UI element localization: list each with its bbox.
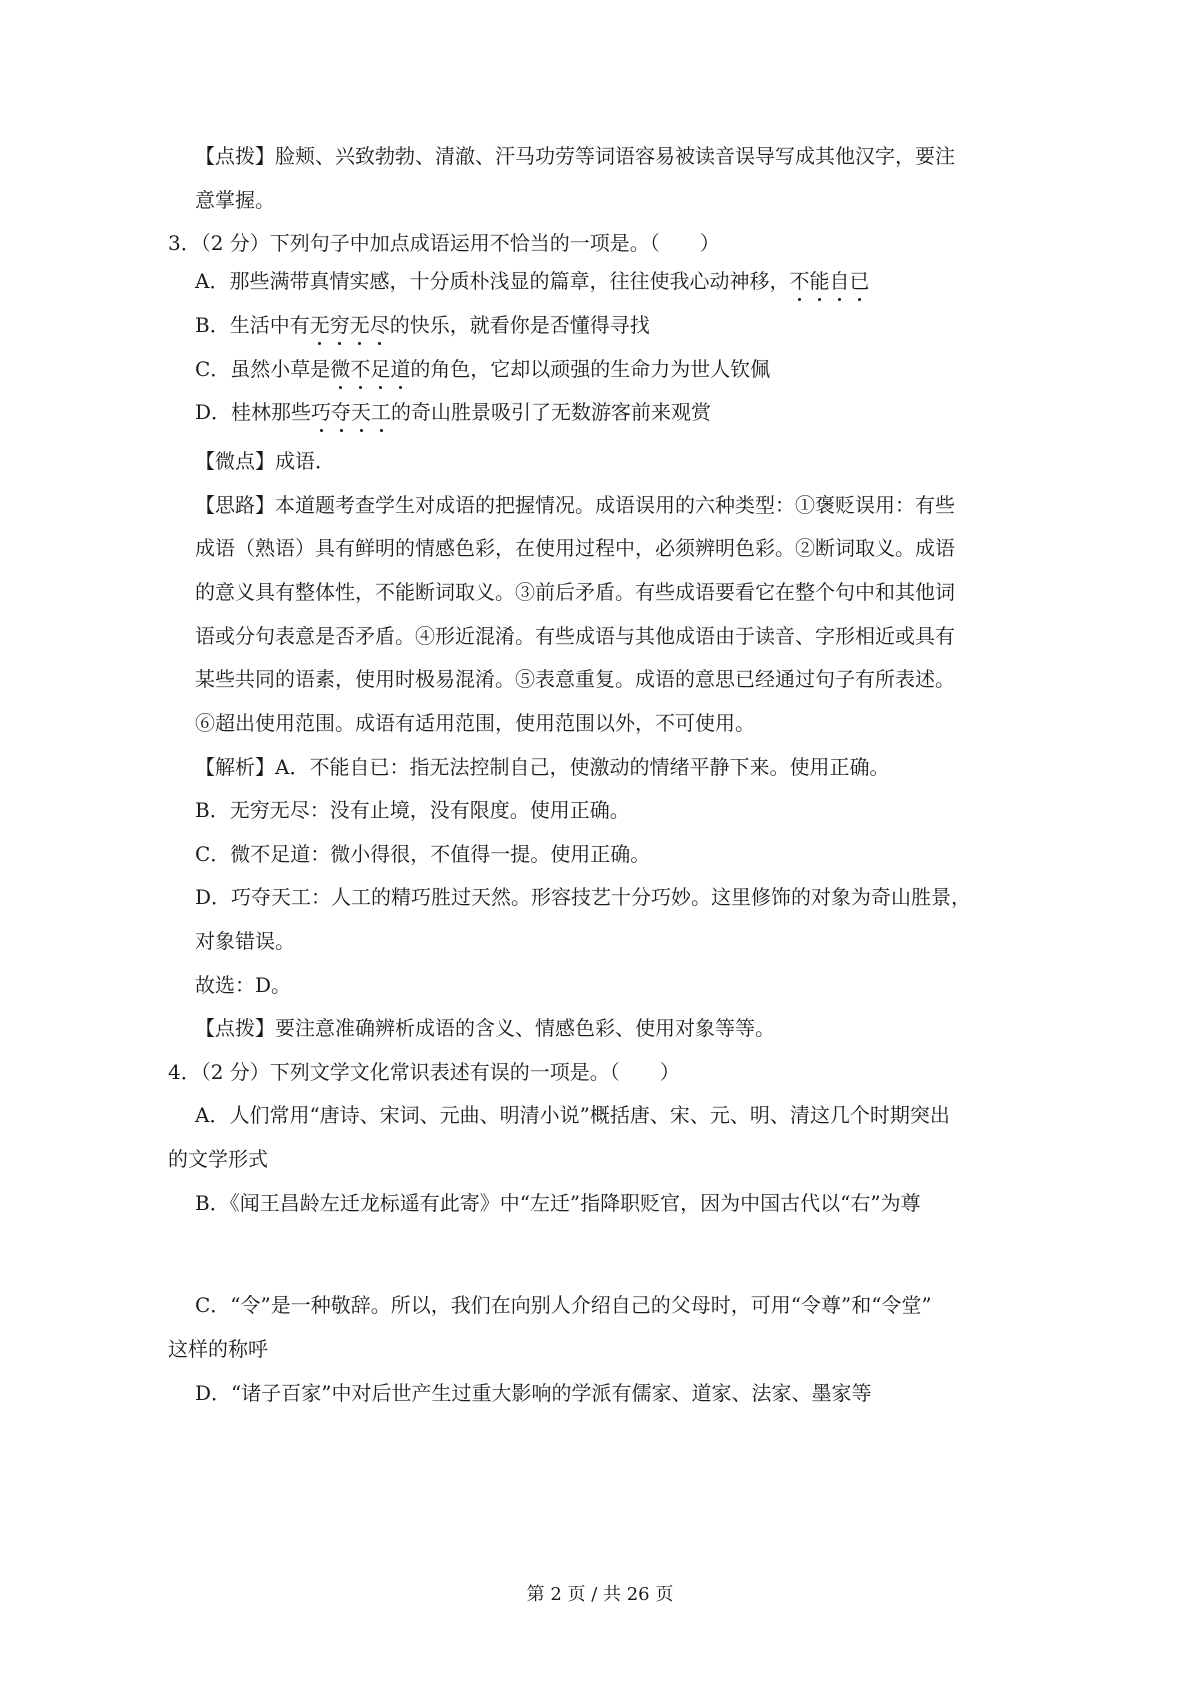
question-4-option-a-line-2: 的文学形式: [168, 1147, 268, 1171]
question-4-option-c-line-2: 这样的称呼: [168, 1337, 268, 1361]
approach-line-2: 成语（熟语）具有鲜明的情感色彩，在使用过程中，必须辨明色彩。②断词取义。成语: [195, 536, 955, 560]
option-text: 的快乐，就看你是否懂得寻找: [389, 313, 650, 337]
option-text: A．那些满带真情实感，十分质朴浅显的篇章，往往使我心动神移，: [195, 269, 790, 293]
question-4-option-d: D．“诸子百家”中对后世产生过重大影响的学派有儒家、道家、法家、墨家等: [195, 1381, 872, 1405]
approach-line-4: 语或分句表意是否矛盾。④形近混淆。有些成语与其他成语由于读音、字形相近或具有: [195, 624, 955, 648]
approach-line-3: 的意义具有整体性，不能断词取义。③前后矛盾。有些成语要看它在整个句中和其他词: [195, 580, 955, 604]
question-3-option-c: [195, 354, 770, 384]
dotted-char: 微: [330, 354, 350, 384]
micro-point: 【微点】成语．: [195, 449, 335, 473]
tip-line-3: 【点拨】要注意准确辨析成语的含义、情感色彩、使用对象等等。: [195, 1016, 775, 1040]
dotted-char: 已: [849, 266, 869, 296]
option-text: C．虽然小草是: [195, 357, 331, 381]
analysis-line-2: B．无穷无尽：没有止境，没有限度。使用正确。: [195, 798, 630, 822]
dotted-char: 不: [789, 266, 809, 296]
question-3-stem: 3．（2 分）下列句子中加点成语运用不恰当的一项是。（ ）: [168, 231, 720, 255]
analysis-line-1: 【解析】A．不能自已：指无法控制自己，使激动的情绪平静下来。使用正确。: [195, 755, 890, 779]
dotted-char: 天: [351, 397, 371, 427]
option-text: 的角色，它却以顽强的生命力为世人钦佩: [410, 357, 771, 381]
question-3-option-d: [195, 397, 711, 427]
dotted-char: 尽: [370, 310, 390, 340]
dotted-char: 足: [370, 354, 390, 384]
question-4-option-b: B．《闻王昌龄左迁龙标遥有此寄》中“左迁”指降职贬官，因为中国古代以“右”为尊: [195, 1191, 921, 1215]
page-footer: 第 2 页 / 共 26 页: [526, 1584, 674, 1605]
answer-line: 故选：D。: [195, 973, 292, 997]
approach-line-1: 【思路】本道题考查学生对成语的把握情况。成语误用的六种类型：①褒贬误用：有些: [195, 493, 955, 517]
question-3-option-b: [195, 310, 650, 340]
dotted-char: 能: [809, 266, 829, 296]
analysis-line-4: D．巧夺天工：人工的精巧胜过天然。形容技艺十分巧妙。这里修饰的对象为奇山胜景，: [195, 885, 972, 909]
dotted-char: 自: [829, 266, 849, 296]
approach-line-5: 某些共同的语素，使用时极易混淆。⑤表意重复。成语的意思已经通过句子有所表述。: [195, 667, 955, 691]
dotted-char: 无: [310, 310, 330, 340]
option-text: 的奇山胜景吸引了无数游客前来观赏: [391, 400, 712, 424]
dotted-char: 不: [350, 354, 370, 384]
dotted-char: 道: [390, 354, 410, 384]
question-4-stem: 4．（2 分）下列文学文化常识表述有误的一项是。（ ）: [168, 1060, 680, 1084]
tip-line-2: 意掌握。: [195, 188, 275, 212]
dotted-char: 夺: [331, 397, 351, 427]
option-text: B．生活中有: [195, 313, 310, 337]
analysis-line-3: C．微不足道：微小得很，不值得一提。使用正确。: [195, 842, 651, 866]
dotted-char: 巧: [311, 397, 331, 427]
tip-line-1: 【点拨】脸颊、兴致勃勃、清澈、汗马功劳等词语容易被读音误导写成其他汉字，要注: [195, 144, 955, 168]
question-4-option-a-line-1: A．人们常用“唐诗、宋词、元曲、明清小说”概括唐、宋、元、明、清这几个时期突出: [195, 1103, 950, 1127]
dotted-char: 穷: [330, 310, 350, 340]
approach-line-6: ⑥超出使用范围。成语有适用范围，使用范围以外，不可使用。: [195, 711, 755, 735]
dotted-char: 工: [371, 397, 391, 427]
analysis-line-5: 对象错误。: [195, 929, 295, 953]
question-4-option-c-line-1: C．“令”是一种敬辞。所以，我们在向别人介绍自己的父母时，可用“令尊”和“令堂”: [195, 1293, 932, 1317]
option-text: D．桂林那些: [195, 400, 312, 424]
question-3-option-a: [195, 266, 869, 296]
dotted-char: 无: [350, 310, 370, 340]
